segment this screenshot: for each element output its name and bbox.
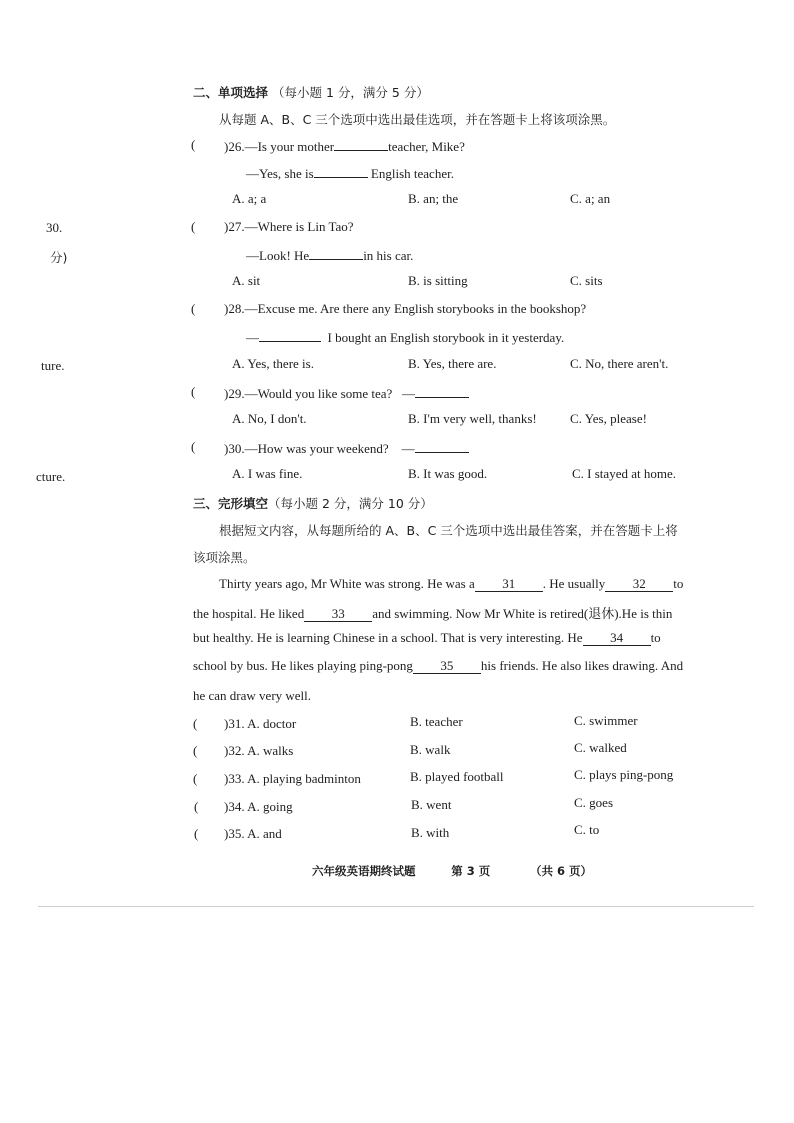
answer-blank	[415, 384, 469, 398]
cloze-question-31: )31. A. doctor	[224, 716, 297, 731]
section-2-heading	[193, 83, 429, 102]
passage-line: the hospital. He liked 33 and swimming. Now Mr White is retired(退休).He is thin	[193, 606, 673, 621]
question-26-line-2: —Yes, she is English teacher.	[246, 166, 454, 181]
section-3-title: 三、完形填空	[193, 496, 269, 511]
option-b: B. an; the	[408, 191, 459, 206]
option-c: C. sits	[570, 273, 603, 288]
margin-fragment: ture.	[41, 358, 65, 373]
page-footer	[312, 863, 592, 879]
section-3-score: （每小题 2 分，满分 10 分）	[268, 496, 433, 511]
margin-fragment: 30.	[46, 220, 63, 235]
exam-title: 六年级英语期终试题	[312, 864, 416, 878]
answer-paren: (	[194, 799, 199, 814]
answer-blank	[259, 328, 321, 342]
question-number: )31.	[224, 716, 245, 731]
option-b: B. Yes, there are.	[408, 356, 497, 371]
page-number: 第 3 页	[451, 864, 491, 878]
answer-paren: (	[191, 384, 196, 399]
question-number: )35.	[224, 826, 245, 841]
passage-line: school by bus. He likes playing ping-pong 35 his friends. He also likes drawing. And	[193, 658, 684, 673]
page-bottom-divider	[38, 906, 754, 907]
option-c: C. walked	[574, 740, 627, 755]
blank-32: 32	[605, 578, 673, 592]
question-29: )29.—Would you like some tea? —	[224, 384, 469, 402]
passage-line: Thirty years ago, Mr White was strong. He was a 31 . He usually 32 to	[219, 576, 684, 591]
page-total: （共 6 页）	[530, 864, 593, 878]
section-3-instruction-cont: 该项涂黑。	[193, 550, 256, 565]
answer-blank	[314, 164, 368, 178]
answer-paren: (	[191, 301, 196, 316]
question-number: )28.	[224, 301, 245, 316]
option-b: B. I'm very well, thanks!	[408, 411, 537, 426]
option-a: A. No, I don't.	[232, 411, 307, 426]
blank-34: 34	[583, 632, 651, 646]
option-a: A. Yes, there is.	[232, 356, 314, 371]
answer-paren: (	[191, 439, 196, 454]
question-28: )28.—Excuse me. Are there any English storybooks in the bookshop?	[224, 301, 587, 316]
option-c: C. plays ping-pong	[574, 767, 674, 782]
question-number: )29.	[224, 386, 245, 401]
option-c: C. No, there aren't.	[570, 356, 669, 371]
section-2-score: （每小题 1 分，满分 5 分）	[272, 85, 429, 100]
question-number: )26.	[224, 139, 245, 154]
margin-fragment: cture.	[36, 469, 66, 484]
option-c: C. swimmer	[574, 713, 638, 728]
margin-fragment: 分)	[50, 250, 68, 265]
cloze-question-35: )35. A. and	[224, 826, 282, 841]
blank-33: 33	[304, 608, 372, 622]
option-c: C. goes	[574, 795, 613, 810]
option-b: B. is sitting	[408, 273, 468, 288]
option-b: B. walk	[410, 742, 451, 757]
question-number: )30.	[224, 441, 245, 456]
answer-paren: (	[194, 826, 199, 841]
answer-blank	[415, 439, 469, 453]
question-26: )26.—Is your mother teacher, Mike?	[224, 139, 465, 154]
option-c: C. a; an	[570, 191, 611, 206]
option-c: C. Yes, please!	[570, 411, 647, 426]
answer-paren: (	[193, 743, 198, 758]
answer-paren: (	[193, 716, 198, 731]
option-a: A. I was fine.	[232, 466, 303, 481]
section-3-heading	[193, 494, 433, 513]
answer-paren: (	[191, 137, 196, 152]
option-b: B. with	[411, 825, 450, 840]
option-a: A. sit	[232, 273, 261, 288]
answer-paren: (	[193, 771, 198, 786]
section-3-instruction: 根据短文内容，从每题所给的 A、B、C 三个选项中选出最佳答案，并在答题卡上将	[219, 523, 678, 538]
question-27-line-2: —Look! He in his car.	[246, 248, 414, 263]
blank-35: 35	[413, 660, 481, 674]
section-2-instruction: 从每题 A、B、C 三个选项中选出最佳选项，并在答题卡上将该项涂黑。	[219, 112, 616, 127]
passage-line: he can draw very well.	[193, 688, 312, 703]
section-2-title: 二、单项选择	[193, 85, 269, 100]
option-c: C. to	[574, 822, 600, 837]
question-number: )32.	[224, 743, 245, 758]
question-30: )30.—How was your weekend? —	[224, 439, 469, 457]
passage-line: but healthy. He is learning Chinese in a school. That is very interesting. He 34 to	[193, 630, 661, 645]
option-b: B. went	[411, 797, 452, 812]
question-27: )27.—Where is Lin Tao?	[224, 219, 354, 234]
option-a: A. a; a	[232, 191, 267, 206]
answer-blank	[309, 246, 363, 260]
question-number: )34.	[224, 799, 245, 814]
answer-blank	[334, 137, 388, 151]
blank-31: 31	[475, 578, 543, 592]
cloze-question-34: )34. A. going	[224, 799, 293, 814]
answer-paren: (	[191, 219, 196, 234]
option-c: C. I stayed at home.	[572, 466, 676, 481]
option-b: B. teacher	[410, 714, 463, 729]
question-number: )33.	[224, 771, 245, 786]
cloze-question-32: )32. A. walks	[224, 743, 294, 758]
cloze-question-33: )33. A. playing badminton	[224, 771, 361, 786]
option-b: B. played football	[410, 769, 504, 784]
question-number: )27.	[224, 219, 245, 234]
option-b: B. It was good.	[408, 466, 488, 481]
question-28-line-2: — I bought an English storybook in it yesterday.	[246, 330, 565, 345]
